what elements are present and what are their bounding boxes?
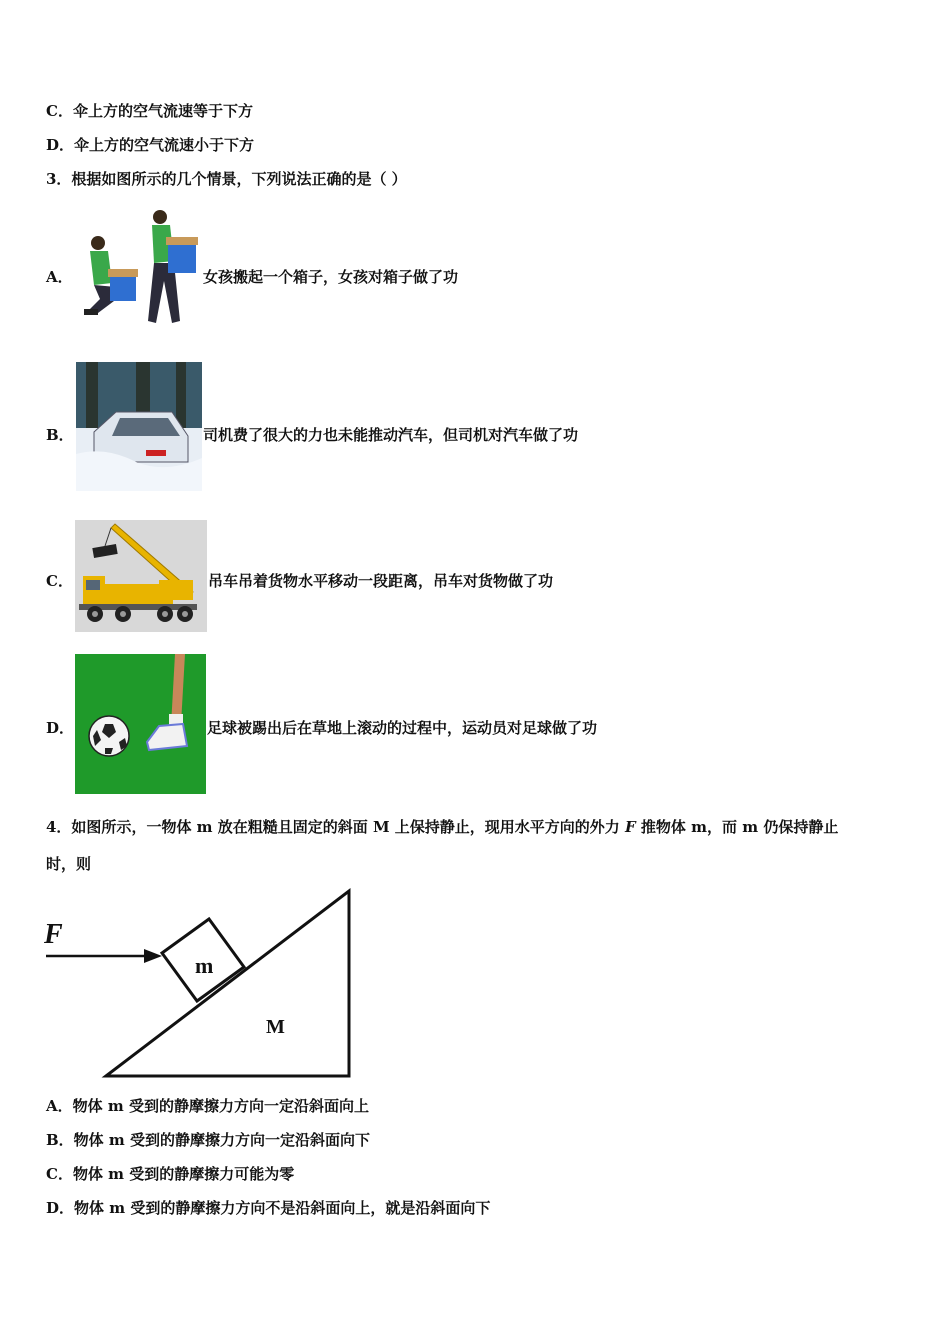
q2-option-d: D．伞上方的空气流速小于下方 [46,136,255,154]
incline-force-diagram [44,885,354,1080]
q3-option-d-label: D． [46,719,75,737]
force-arrow-head [144,949,162,963]
q4-option-a: A．物体 m 受到的静摩擦力方向一定沿斜面向上 [46,1097,369,1115]
q3-option-b-label: B． [46,426,74,444]
q4-stem-line2: 时，则 [46,855,92,873]
incline-label: M [266,1016,285,1038]
girl-lifting-box-photo [76,205,202,329]
q3-stem: 3．根据如图所示的几个情景，下列说法正确的是（ ） [46,170,407,188]
q3-option-c-text: 吊车吊着货物水平移动一段距离，吊车对货物做了功 [208,572,554,590]
soccer-kick-photo [75,654,206,794]
q3-option-d-text: 足球被踢出后在草地上滚动的过程中，运动员对足球做了功 [207,719,598,737]
q4-stem-part1: 4．如图所示，一物体 m 放在粗糙且固定的斜面 M 上保持静止，现用水平方向的外力 [46,818,626,836]
q4-stem-part2: 推物体 m，而 m 仍保持静止 [635,818,839,836]
q4-option-c: C．物体 m 受到的静摩擦力可能为零 [46,1165,295,1183]
q2-option-c: C．伞上方的空气流速等于下方 [46,102,253,120]
incline-triangle [106,891,349,1076]
car-in-snow-photo [76,362,202,491]
block-label: m [195,953,214,978]
q3-option-a-label: A． [46,268,73,286]
force-label: F [44,919,63,950]
crane-truck-photo [75,520,207,632]
q4-option-b: B．物体 m 受到的静摩擦力方向一定沿斜面向下 [46,1131,370,1149]
q3-option-c-label: C． [46,572,73,590]
q3-option-b-text: 司机费了很大的力也未能推动汽车，但司机对汽车做了功 [203,426,579,444]
q3-option-a-text: 女孩搬起一个箱子，女孩对箱子做了功 [203,268,459,286]
q4-stem-line1 [46,817,838,837]
q4-stem-force-symbol: F [625,818,636,836]
q4-option-d: D．物体 m 受到的静摩擦力方向不是沿斜面向上，就是沿斜面向下 [46,1199,491,1217]
